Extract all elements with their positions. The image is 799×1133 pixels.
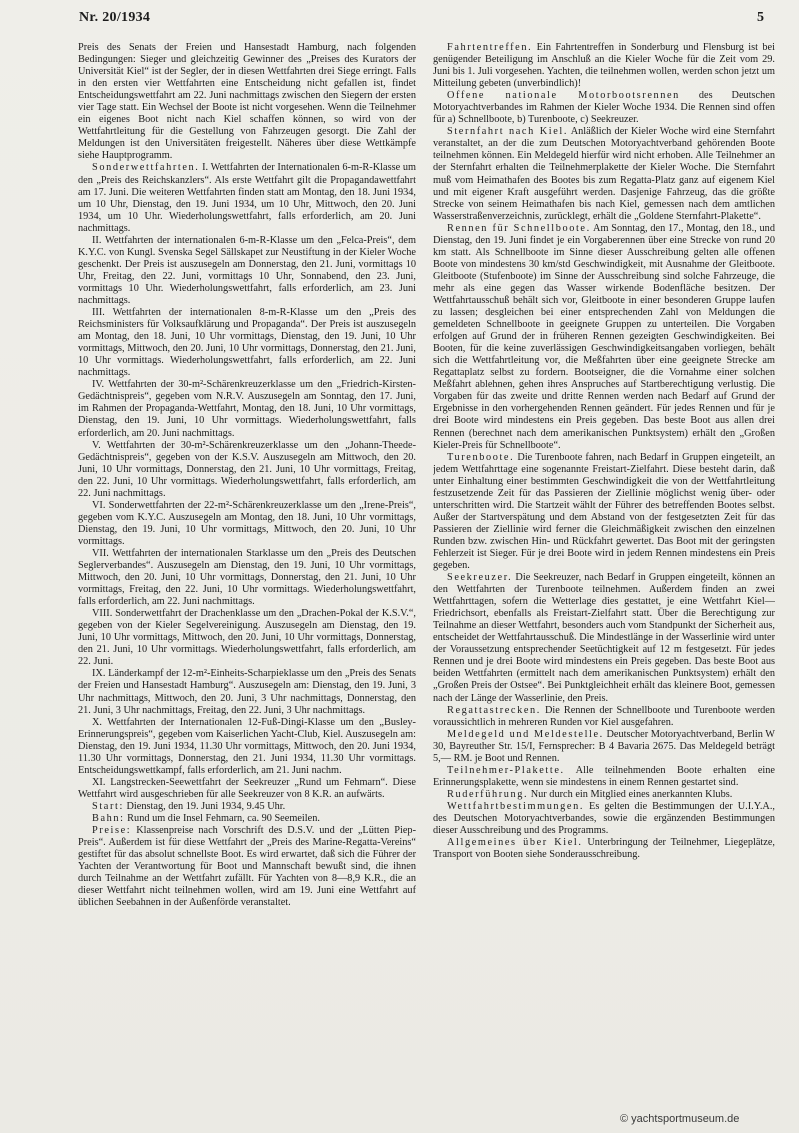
paragraph: VIII. Sonderwettfahrt der Drachenklasse um den „Drachen-Pokal der K.S.V.“, gegeben von der Kieler Segelvereinigung. Auszusegeln am Dienstag, den 19. Juni, 10 Uhr vormittags, Mittwoch, den 20. Juni, 10 Uhr vormittags, Donnerstag, den 21. Juni, 10 Uhr vormittags. Wiederholungswettfahrt, falls erforderlich, am 22. Juni. bbox=[78, 608, 416, 668]
paragraph-heading: Seekreuzer. bbox=[447, 572, 513, 584]
paragraph-heading: Turenboote. bbox=[447, 451, 515, 463]
paragraph-heading: Allgemeines über Kiel. bbox=[447, 837, 583, 849]
paragraph-heading: Bahn: bbox=[92, 813, 125, 824]
paragraph-heading: Start: bbox=[92, 800, 124, 812]
paragraph: Allgemeines über Kiel. Unterbringung der Teilnehmer, Liegeplätze, Transport von Booten siehe Sonderausschreibung. bbox=[433, 837, 775, 861]
paragraph-heading: Sternfahrt nach Kiel. bbox=[447, 126, 569, 138]
paragraph: VII. Wettfahrten der internationalen Starklasse um den „Preis des Deutschen Seglerverbandes“. Auszusegeln am Dienstag, den 19. Juni, 10 Uhr vormittags, Mittwoch, den 20. Juni, 10 Uhr vormittags, Donnerstag, den 21. Juni, 10 Uhr vormittags, Freitag, den 22. Juni, 10 Uhr vormittags. Wiederholungswettfahrt, falls erforderlich, am 22. Juni nachmittags. bbox=[78, 547, 416, 608]
page-number: 5 bbox=[757, 10, 764, 25]
paragraph-heading: Offene nationale Motorbootsrennen bbox=[447, 90, 680, 102]
paragraph: Teilnehmer-Plakette. Alle teilnehmenden Boote erhalten eine Erinnerungsplakette, wenn sie mindestens in einem Rennen gestartet sind. bbox=[433, 764, 775, 788]
paragraph: Seekreuzer. Die Seekreuzer, nach Bedarf in Gruppen eingeteilt, können an den Wettfahrten der Turenboote teilnehmen. Außerdem finden an zwei Wettfahrttagen, sofern die Wetterlage dies gestattet, je eine Wettfahrt Kiel—Friedrichsort, ebenfalls als Freistart-Zielfahrt statt. Über die Berechtigung zur Teilnahme an dieser Wettfahrt, besonders auch vom Standpunkt der Sicherheit aus, entscheidet der Wettfahrtausschuß. Die Mindestlänge in der Wasserlinie wird unter der Voraussetzung entsprechender Seetüchtigkeit auf 12 m festgesetzt. Für jedes Rennen und je drei Boote wird mindestens ein Preis gegeben. Das beste Boot aus beiden Wettfahrten (ermittelt nach dem amerikanischen Punktsystem) erhält den „Großen Preis der Ostsee“. Bei Punktgleichheit erhält das kleinere Boot, gemessen nach der Länge der Wasserlinie, den Preis. bbox=[433, 572, 775, 704]
paragraph: Preise: Klassenpreise nach Vorschrift des D.S.V. und der „Lütten Piep-Preis“. Außerdem ist für diese Wettfahrt der „Preis des Marine-Regatta-Vereins“ gestiftet für das absolut schnellste Boot. Es wird erwartet, daß sich die Führer der Yachten der Verantwortung für Boot und Mannschaft bewußt sind, die ihnen durch Teilnahme an der Wettfahrt zufällt. Für Yachten von 8—8,9 K.R., die an dieser Wettfahrt nicht teilnehmen wollen, wird am 19. Juni eine Wettfahrt auf üblichen Seebahnen in der Außenförde veranstaltet. bbox=[78, 825, 416, 909]
paragraph-heading: Meldegeld und Meldestelle. bbox=[447, 728, 604, 740]
paragraph: IV. Wettfahrten der 30-m²-Schärenkreuzerklasse um den „Friedrich-Kirsten-Gedächtnispreis“, gegeben vom N.R.V. Auszusegeln am Sonntag, den 17. Juni, im Rahmen der Propaganda-Wettfahrt, Montag, den 18. Juni, 10 Uhr vormittags, Dienstag, den 19. Juni, 10 Uhr vormittags. Wiederholungswettfahrt, falls erforderlich, am 20. Juni nachmittags. bbox=[78, 379, 416, 439]
paragraph: X. Wettfahrten der Internationalen 12-Fuß-Dingi-Klasse um den „Busley-Erinnerungspreis“, gegeben vom Kaiserlichen Yacht-Club, Kiel. Auszusegeln am: Dienstag, den 19. Juni 1934, 11.30 Uhr vormittags, Mittwoch, den 20. Juni 1934, 11.30 Uhr vormittags, Donnerstag, den 21. Juni 1934, 11.30 Uhr vormittags. Entscheidungswettkampf, falls erforderlich, am 21. Juni nachm. bbox=[78, 716, 416, 776]
paragraph: Preis des Senats der Freien und Hansestadt Hamburg, nach folgenden Bedingungen: Sieger und gleichzeitig Gewinner des „Preises des Kurators der Universität Kiel“ ist der Segler, der in diesen Wettfahrten drei Siege erringt. Falls in den ersten vier Wettfahrten eine Entscheidung nicht gefallen ist, findet Entscheidungswettfahrt am 22. Juni nachmittags zwischen den Siegern der ersten vier Tage statt. Ein Wechsel der Boote ist nicht vorgesehen. Wenn die Teilnehmer ein eigenes Boot nicht nach Kiel schaffen können, so wird von der Wettfahrtleitung für die Gestellung von Fahrzeugen gesorgt. Die Zahl der Meldungen ist den Universitäten freigestellt. Näheres über diese Wettkämpfe siehe Hauptprogramm. bbox=[78, 42, 416, 162]
right-column bbox=[433, 42, 775, 1062]
paragraph-heading: Wettfahrtbestimmungen. bbox=[447, 800, 585, 812]
paragraph-heading: Rennen für Schnellboote. bbox=[447, 222, 591, 234]
paragraph: XI. Langstrecken-Seewettfahrt der Seekreuzer „Rund um Fehmarn“. Diese Wettfahrt wird ausgeschrieben für alle Seekreuzer von 8 K.R. an aufwärts. bbox=[78, 776, 416, 800]
paragraph-heading: Fahrtentreffen. bbox=[447, 42, 533, 53]
paragraph: Start: Dienstag, den 19. Juni 1934, 9.45 Uhr. bbox=[92, 800, 286, 812]
paragraph-heading: Regattastrecken. bbox=[447, 704, 541, 716]
paragraph: IX. Länderkampf der 12-m²-Einheits-Scharpieklasse um den „Preis des Senats der Freien und Hansestadt Hamburg“. Auszusegeln am: Dienstag, den 19. Juni, 3 Uhr nachmittags, Mittwoch, den 20. Juni, 3 Uhr nachmittags, Donnerstag, den 21. Juni, 3 Uhr nachmittags, Freitag, den 22. Juni, 3 Uhr nachmittags. bbox=[78, 668, 416, 716]
paragraph: Rennen für Schnellboote. Am Sonntag, den 17., Montag, den 18., und Dienstag, den 19. Juni findet je ein Vorgaberennen über eine Strecke von rund 20 km statt. Als Schnellboote im Sinne dieser Ausschreibung gelten alle offenen Boote von mindestens 30 km/std Geschwindigkeit, mit Ausnahme der Gleitboote. Gleitboote (Stufenboote) im Sinne der Ausschreibung sind solche Fahrzeuge, die mehr als eine gegen das Wasser wirkende Bodenfläche besitzen. Der Wettfahrtausschuß behält sich vor, Gleitboote in einer besonderen Gruppe laufen zu lassen; desgleichen bei einer entsprechenden Zahl von Meldungen die gemeldeten Schnellboote in geeignete Gruppen zu unterteilen. Die Vorgaben erfolgen auf Grund der in früheren Rennen gezeigten Geschwindigkeiten. Bei Booten, für die keine zuverlässigen Geschwindigkeitsangaben vorliegen, behält sich die Wettfahrtleitung vor, die Meßfahrten über eine geeignete Strecke am Regattaplatz selbst zu fordern. Bootseigner, die die Vornahme einer solchen Meßfahrt ablehnen, gehen ihres Anspruches auf Startberechtigung verlustig. Die Vorgaben für das zweite und dritte Rennen werden nach Bedarf auf Grund der Ergebnisse in den vorhergehenden Rennen geändert. Für jedes Rennen und für je drei Boote wird mindestens ein Preis gegeben. Das beste Boot aus allen drei Rennen (berechnet nach dem amerikanischen Punktsystem) erhält den „Großen Kieler-Preis für Schnellboote“. bbox=[433, 222, 775, 451]
paragraph: Meldegeld und Meldestelle. Deutscher Motoryachtverband, Berlin W 30, Bayreuther Str. 15/I, Fernsprecher: B 4 Bavaria 2675. Das Meldegeld beträgt 5,— RM. je Boot und Rennen. bbox=[433, 728, 775, 764]
paragraph: II. Wettfahrten der internationalen 6-m-R-Klasse um den „Felca-Preis“, dem K.Y.C. von Kungl. Svenska Segel Sällskapet zur Neustiftung in der Kieler Woche geschenkt. Der Preis ist auszusegeln am Donnerstag, den 21. Juni, vormittags 10 Uhr, Freitag, den 22. Juni, vormittags 10 Uhr, Sonnabend, den 23. Juni, vormittags 10 Uhr. Wiederholungswettfahrt, falls erforderlich, am 23. Juni nachmittags. bbox=[78, 234, 416, 306]
paragraph: VI. Sonderwettfahrten der 22-m²-Schärenkreuzerklasse um den „Irene-Preis“, gegeben vom K.Y.C. Auszusegeln am Montag, den 18. Juni, 10 Uhr vormittags, Dienstag, den 19. Juni, 10 Uhr vormittags, Mittwoch, den 20. Juni, 10 Uhr vormittags. bbox=[78, 499, 416, 547]
paragraph: Ruderführung. Nur durch ein Mitglied eines anerkannten Klubs. bbox=[447, 788, 733, 800]
paragraph: Sonderwettfahrten. I. Wettfahrten der Internationalen 6-m-R-Klasse um den „Preis des Reichskanzlers“. Als erste Wettfahrt gilt die Propagandawettfahrt am 17. Juni. Die weiteren Wettfahrten finden statt am Montag, den 18. Juni 1934, um 10 Uhr, Dienstag, den 19. Juni 1934, um 10 Uhr, Mittwoch, den 20. Juni 1934, um 10 Uhr. Wiederholungswettfahrt, falls erforderlich, am 20. Juni nachmittags. bbox=[78, 162, 416, 234]
paragraph: Fahrtentreffen. Ein Fahrtentreffen in Sonderburg und Flensburg ist bei genügender Beteiligung im Anschluß an die Kieler Woche für die Zeit vom 29. Juni bis 1. Juli vorgesehen. Yachten, die teilnehmen wollen, werden schon jetzt um Mitteilung gebeten (unverbindlich)! bbox=[433, 42, 775, 90]
paragraph: Bahn: Rund um die Insel Fehmarn, ca. 90 Seemeilen. bbox=[92, 813, 320, 824]
paragraph-heading: Preise: bbox=[92, 825, 132, 837]
left-column bbox=[78, 42, 416, 1062]
paragraph: III. Wettfahrten der internationalen 8-m-R-Klasse um den „Preis des Reichsministers für Volksaufklärung und Propaganda“. Der Preis ist auszusegeln am Montag, den 18. Juni, 10 Uhr vormittags, Dienstag, den 19. Juni, 10 Uhr vormittags, Mittwoch, den 20. Juni, 10 Uhr vormittags, Donnerstag, den 21. Juni, 10 Uhr vormittags. Wiederholungswettfahrt, falls erforderlich, am 22. Juni nachmittags. bbox=[78, 307, 416, 379]
paragraph: Wettfahrtbestimmungen. Es gelten die Bestimmungen der U.I.Y.A., des Deutschen Motoryachtverbandes, sowie die ergänzenden Bestimmungen dieser Ausschreibung und des Programms. bbox=[433, 800, 775, 837]
paragraph: Offene nationale Motorbootsrennen des Deutschen Motoryachtverbandes im Rahmen der Kieler Woche 1934. Die Rennen sind offen für a) Schnellboote, b) Turenboote, c) Seekreuzer. bbox=[433, 90, 775, 126]
issue-number: Nr. 20/1934 bbox=[79, 10, 151, 25]
copyright-watermark: © yachtsportmuseum.de bbox=[620, 1113, 740, 1125]
paragraph: Regattastrecken. Die Rennen der Schnellboote und Turenboote werden voraussichtlich in mehreren Runden vor Kiel ausgefahren. bbox=[433, 704, 775, 728]
paragraph-heading: Ruderführung. bbox=[447, 788, 529, 800]
paragraph: Turenboote. Die Turenboote fahren, nach Bedarf in Gruppen eingeteilt, an jedem Wettfahrttage eine sogenannte Freistart-Zielfahrt. Diese besteht darin, daß unter Einhaltung einer bestimmten Geschwindigkeit die von der Wettfahrtleitung festzusetzende Zeit für das Passieren der Ziellinie möglichst wenig über- oder unterschritten wird. Die Startzeit wählt der Führer des betreffenden Bootes selbst. Außer der Startverspätung und dem Abstand von der festgesetzten Zeit für das Passieren der Ziellinie wird ferner die Gleichmäßigkeit zwischen den einzelnen Runden bzw. zwischen Hin- und Rückfahrt gewertet. Das Boot mit der geringsten Fehlerzeit ist Sieger. Für je drei Boote wird in jedem Rennen mindestens ein Preis gegeben. bbox=[433, 451, 775, 572]
paragraph-heading: Sonderwettfahrten. bbox=[92, 162, 200, 174]
paragraph: V. Wettfahrten der 30-m²-Schärenkreuzerklasse um den „Johann-Theede-Gedächtnispreis“, gegeben von der K.S.V. Auszusegeln am Mittwoch, den 20. Juni, 10 Uhr vormittags, Donnerstag, den 21. Juni, 10 Uhr vormittags, Freitag, den 22. Juni, 10 Uhr vormittags. Wiederholungswettfahrt, falls erforderlich, am 22. Juni nachmittags. bbox=[78, 439, 416, 499]
paragraph-heading: Teilnehmer-Plakette. bbox=[447, 764, 565, 776]
paragraph: Sternfahrt nach Kiel. Anläßlich der Kieler Woche wird eine Sternfahrt veranstaltet, an der die zum Deutschen Motoryachtverband gehörenden Boote teilnehmen können. Ein Meldegeld hierfür wird nicht erhoben. Alle Teilnehmer an der Sternfahrt erhalten die Teilnehmerplakette der Kieler Woche. Die Sternfahrt muß vom Heimathafen des Bootes bis zum Regatta-Platz ganz auf eigenem Kiel und mit eigener Kraft ausgeführt werden. Dasjenige Fahrzeug, das die größte Strecke von seinem Heimathafen bis nach Kiel, gemessen nach dem amtlichen Wasserstraßenverzeichnis, zurücklegt, erhält die „Goldene Sternfahrt-Plakette“. bbox=[433, 126, 775, 222]
